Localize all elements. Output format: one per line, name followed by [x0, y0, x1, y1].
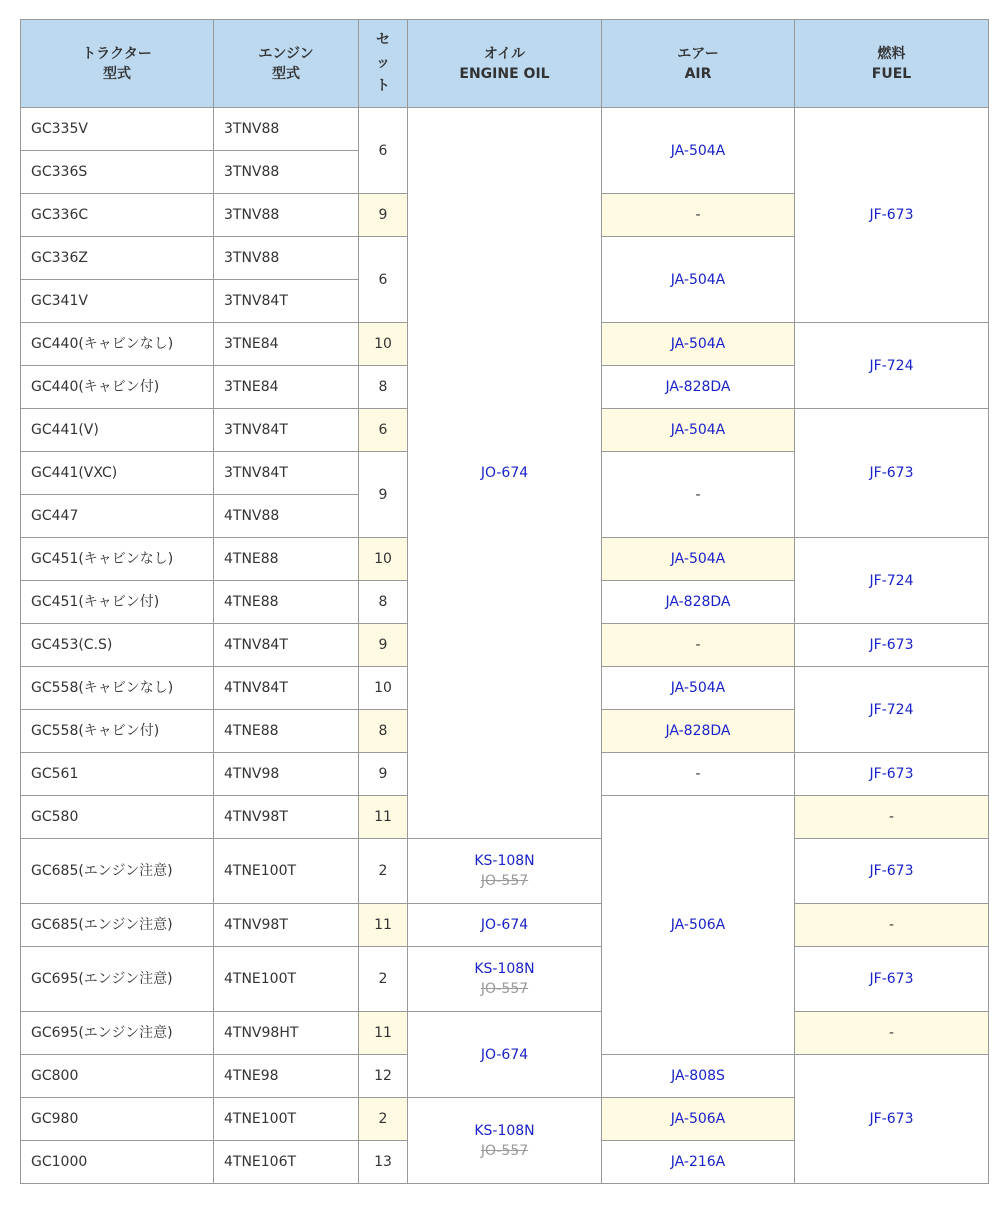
- tractor-model: GC561: [21, 753, 214, 796]
- engine-model: 4TNE106T: [214, 1141, 359, 1184]
- oil-filter-obsolete: JO-557: [480, 981, 529, 997]
- tractor-model: GC336C: [21, 194, 214, 237]
- tractor-model: GC800: [21, 1055, 214, 1098]
- table-row: [21, 1012, 989, 1055]
- oil-filter-cell: [408, 1098, 602, 1184]
- set-count: 2: [359, 1098, 408, 1141]
- header-engine-model: エンジン 型式: [214, 20, 359, 108]
- fuel-filter-link[interactable]: JF-673: [795, 753, 989, 796]
- tractor-model: GC558(キャビン付): [21, 710, 214, 753]
- fuel-filter-link[interactable]: JF-673: [795, 409, 989, 538]
- table-row: [21, 839, 989, 904]
- tractor-model: GC336S: [21, 151, 214, 194]
- fuel-filter-none: -: [795, 796, 989, 839]
- table-row: [21, 947, 989, 1012]
- tractor-model: GC695(エンジン注意): [21, 947, 214, 1012]
- air-filter-link[interactable]: JA-828DA: [602, 710, 795, 753]
- engine-model: 4TNE100T: [214, 947, 359, 1012]
- set-count: 9: [359, 753, 408, 796]
- engine-model: 4TNV98T: [214, 904, 359, 947]
- tractor-model: GC447: [21, 495, 214, 538]
- header-fuel: 燃料 FUEL: [795, 20, 989, 108]
- air-filter-link[interactable]: JA-808S: [602, 1055, 795, 1098]
- engine-model: 3TNV88: [214, 194, 359, 237]
- engine-model: 3TNV84T: [214, 280, 359, 323]
- tractor-model: GC336Z: [21, 237, 214, 280]
- engine-model: 3TNE84: [214, 366, 359, 409]
- set-count: 9: [359, 194, 408, 237]
- oil-filter-link[interactable]: JO-674: [408, 108, 602, 839]
- fuel-filter-none: -: [795, 1012, 989, 1055]
- tractor-model: GC441(VXC): [21, 452, 214, 495]
- engine-model: 3TNE84: [214, 323, 359, 366]
- air-filter-link[interactable]: JA-504A: [602, 237, 795, 323]
- header-air: エアー AIR: [602, 20, 795, 108]
- engine-model: 4TNV88: [214, 495, 359, 538]
- tractor-model: GC980: [21, 1098, 214, 1141]
- engine-model: 4TNE88: [214, 710, 359, 753]
- engine-model: 4TNE88: [214, 538, 359, 581]
- oil-filter-cell: [408, 839, 602, 904]
- air-filter-none: -: [602, 753, 795, 796]
- tractor-model: GC451(キャビンなし): [21, 538, 214, 581]
- fuel-filter-link[interactable]: JF-724: [795, 538, 989, 624]
- table-header-row: [21, 20, 989, 108]
- tractor-model: GC685(エンジン注意): [21, 904, 214, 947]
- engine-model: 4TNV98HT: [214, 1012, 359, 1055]
- engine-model: 4TNV84T: [214, 624, 359, 667]
- engine-model: 4TNV98: [214, 753, 359, 796]
- header-tractor-model: トラクター 型式: [21, 20, 214, 108]
- set-count: 2: [359, 947, 408, 1012]
- engine-model: 3TNV84T: [214, 409, 359, 452]
- air-filter-link[interactable]: JA-504A: [602, 667, 795, 710]
- set-count: 8: [359, 581, 408, 624]
- tractor-model: GC440(キャビン付): [21, 366, 214, 409]
- tractor-model: GC441(V): [21, 409, 214, 452]
- header-set: セ ッ ト: [359, 20, 408, 108]
- tractor-model: GC580: [21, 796, 214, 839]
- air-filter-link[interactable]: JA-506A: [602, 1098, 795, 1141]
- air-filter-link[interactable]: JA-504A: [602, 538, 795, 581]
- set-count: 11: [359, 796, 408, 839]
- tractor-model: GC1000: [21, 1141, 214, 1184]
- tractor-model: GC451(キャビン付): [21, 581, 214, 624]
- set-count: 9: [359, 624, 408, 667]
- air-filter-link[interactable]: JA-506A: [602, 796, 795, 1055]
- set-count: 8: [359, 366, 408, 409]
- set-count: 10: [359, 323, 408, 366]
- air-filter-link[interactable]: JA-828DA: [602, 581, 795, 624]
- tractor-model: GC440(キャビンなし): [21, 323, 214, 366]
- engine-model: 3TNV88: [214, 108, 359, 151]
- engine-model: 4TNE98: [214, 1055, 359, 1098]
- set-count: 2: [359, 839, 408, 904]
- fuel-filter-link[interactable]: JF-724: [795, 667, 989, 753]
- set-count: 8: [359, 710, 408, 753]
- table-row: [21, 904, 989, 947]
- air-filter-link[interactable]: JA-216A: [602, 1141, 795, 1184]
- air-filter-none: -: [602, 452, 795, 538]
- oil-filter-obsolete: JO-557: [480, 1142, 529, 1159]
- engine-model: 4TNE88: [214, 581, 359, 624]
- oil-filter-link[interactable]: JO-674: [408, 1012, 602, 1098]
- set-count: 9: [359, 452, 408, 538]
- set-count: 6: [359, 237, 408, 323]
- tractor-model: GC453(C.S): [21, 624, 214, 667]
- oil-filter-link[interactable]: JO-674: [408, 904, 602, 947]
- air-filter-link[interactable]: JA-504A: [602, 409, 795, 452]
- tractor-model: GC695(エンジン注意): [21, 1012, 214, 1055]
- air-filter-none: -: [602, 194, 795, 237]
- fuel-filter-link[interactable]: JF-673: [795, 624, 989, 667]
- set-count: 10: [359, 538, 408, 581]
- fuel-filter-link[interactable]: JF-673: [795, 839, 989, 904]
- set-count: 11: [359, 1012, 408, 1055]
- tractor-model: GC685(エンジン注意): [21, 839, 214, 904]
- set-count: 12: [359, 1055, 408, 1098]
- air-filter-link[interactable]: JA-504A: [602, 108, 795, 194]
- engine-model: 4TNV84T: [214, 667, 359, 710]
- engine-model: 4TNE100T: [214, 839, 359, 904]
- filter-compatibility-table: [20, 19, 989, 1184]
- tractor-model: GC335V: [21, 108, 214, 151]
- fuel-filter-link[interactable]: JF-673: [795, 108, 989, 323]
- air-filter-link[interactable]: JA-504A: [602, 323, 795, 366]
- set-count: 10: [359, 667, 408, 710]
- fuel-filter-link[interactable]: JF-673: [795, 1055, 989, 1184]
- oil-filter-obsolete: JO-557: [480, 873, 529, 889]
- table-row: [21, 108, 989, 151]
- set-count: 11: [359, 904, 408, 947]
- engine-model: 4TNE100T: [214, 1098, 359, 1141]
- oil-filter-link[interactable]: KS-108N: [474, 1122, 535, 1139]
- engine-model: 4TNV98T: [214, 796, 359, 839]
- fuel-filter-none: -: [795, 904, 989, 947]
- tractor-model: GC558(キャビンなし): [21, 667, 214, 710]
- engine-model: 3TNV88: [214, 151, 359, 194]
- engine-model: 3TNV88: [214, 237, 359, 280]
- engine-model: 3TNV84T: [214, 452, 359, 495]
- oil-filter-link[interactable]: KS-108N: [474, 853, 535, 869]
- tractor-model: GC341V: [21, 280, 214, 323]
- oil-filter-link[interactable]: KS-108N: [474, 961, 535, 977]
- fuel-filter-link[interactable]: JF-724: [795, 323, 989, 409]
- set-count: 6: [359, 409, 408, 452]
- air-filter-none: -: [602, 624, 795, 667]
- header-engine-oil: オイル ENGINE OIL: [408, 20, 602, 108]
- fuel-filter-link[interactable]: JF-673: [795, 947, 989, 1012]
- set-count: 6: [359, 108, 408, 194]
- oil-filter-cell: [408, 947, 602, 1012]
- air-filter-link[interactable]: JA-828DA: [602, 366, 795, 409]
- set-count: 13: [359, 1141, 408, 1184]
